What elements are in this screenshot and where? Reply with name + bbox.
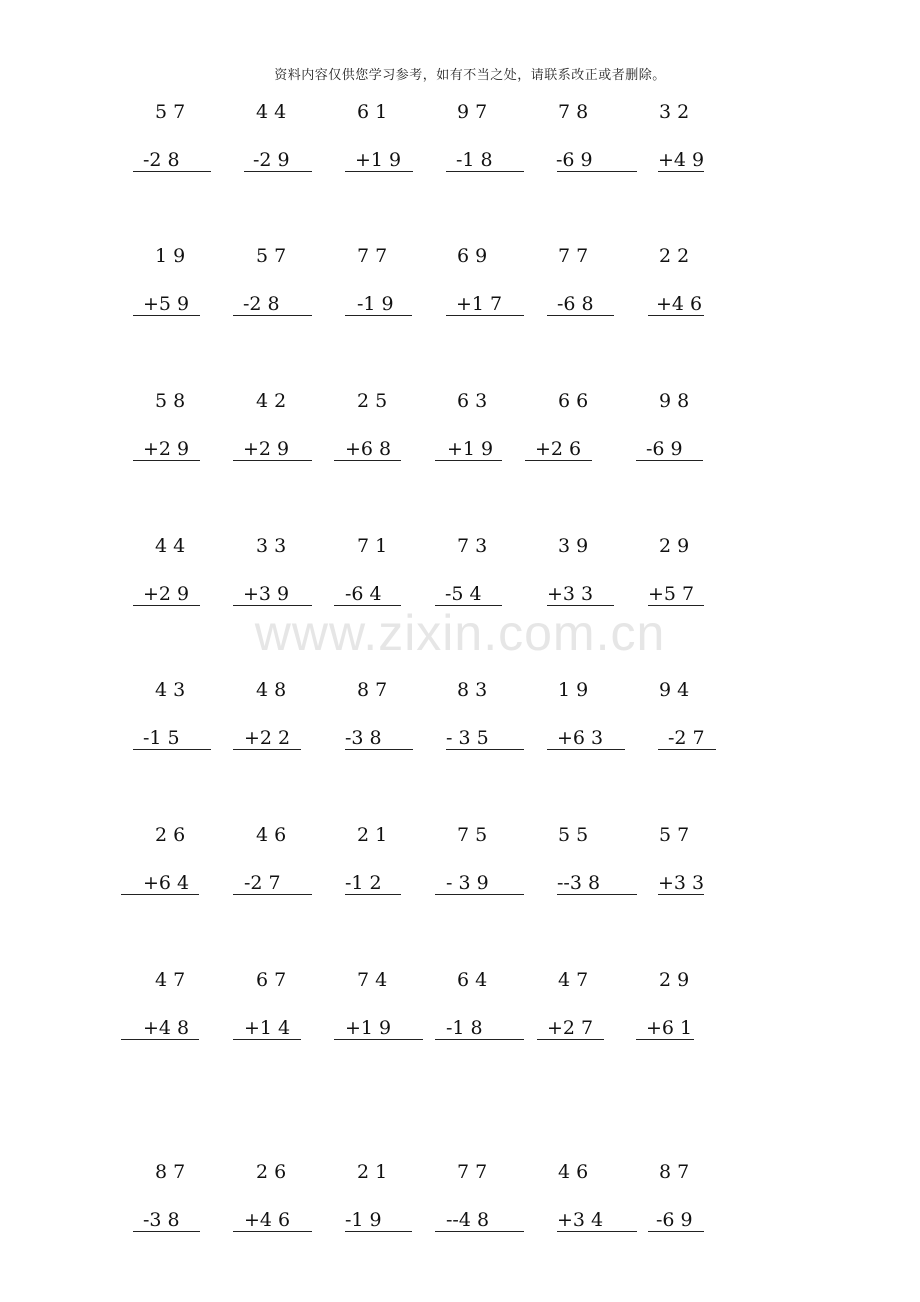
problem-operand: -6 9: [646, 438, 683, 460]
answer-line: [121, 894, 199, 895]
answer-line: [133, 749, 211, 750]
answer-line: [133, 460, 200, 461]
answer-line: [435, 460, 502, 461]
problem-top-number: 7 7: [457, 1161, 488, 1183]
problem-top-number: 2 2: [659, 245, 690, 267]
problem-operand: +4 6: [244, 1209, 291, 1231]
answer-line: [233, 749, 301, 750]
answer-line: [648, 1231, 704, 1232]
problem-top-number: 6 1: [357, 101, 388, 123]
problem-top-number: 5 5: [558, 824, 589, 846]
answer-line: [233, 1231, 312, 1232]
problem-top-number: 1 9: [155, 245, 186, 267]
answer-line: [648, 315, 704, 316]
answer-line: [334, 460, 401, 461]
problem-top-number: 7 7: [558, 245, 589, 267]
problem-top-number: 1 9: [558, 679, 589, 701]
problem-top-number: 2 5: [357, 390, 388, 412]
answer-line: [133, 1231, 200, 1232]
answer-line: [233, 605, 312, 606]
answer-line: [233, 315, 312, 316]
problem-operand: +1 9: [355, 149, 402, 171]
problem-operand: +2 9: [243, 438, 290, 460]
problem-top-number: 2 1: [357, 1161, 388, 1183]
answer-line: [334, 605, 401, 606]
problem-operand: +1 4: [244, 1017, 291, 1039]
problem-operand: +4 6: [656, 293, 703, 315]
problem-operand: -2 8: [243, 293, 280, 315]
answer-line: [537, 1039, 604, 1040]
answer-line: [435, 605, 502, 606]
answer-line: [345, 171, 413, 172]
answer-line: [435, 1231, 524, 1232]
problem-top-number: 6 6: [558, 390, 589, 412]
answer-line: [648, 605, 704, 606]
problem-top-number: 4 6: [256, 824, 287, 846]
problem-operand: -2 8: [143, 149, 180, 171]
answer-line: [345, 1231, 412, 1232]
problem-top-number: 2 9: [659, 969, 690, 991]
answer-line: [446, 749, 524, 750]
problem-operand: -6 8: [557, 293, 594, 315]
answer-line: [133, 605, 200, 606]
problem-operand: +6 8: [345, 438, 392, 460]
problem-top-number: 7 1: [357, 535, 388, 557]
problem-top-number: 8 7: [357, 679, 388, 701]
problem-operand: -1 9: [357, 293, 394, 315]
problem-operand: +6 4: [143, 872, 190, 894]
answer-line: [133, 315, 200, 316]
problem-operand: +2 7: [547, 1017, 594, 1039]
problem-operand: +5 7: [648, 583, 695, 605]
answer-line: [557, 894, 637, 895]
answer-line: [446, 315, 524, 316]
answer-line: [233, 460, 312, 461]
problem-operand: --4 8: [446, 1209, 490, 1231]
problem-top-number: 2 6: [256, 1161, 287, 1183]
problem-operand: +2 9: [143, 583, 190, 605]
problem-operand: +2 6: [535, 438, 582, 460]
problem-operand: +1 9: [345, 1017, 392, 1039]
answer-line: [345, 894, 401, 895]
problem-top-number: 7 7: [357, 245, 388, 267]
problem-operand: +2 9: [143, 438, 190, 460]
answer-line: [547, 749, 625, 750]
problem-operand: -2 7: [244, 872, 281, 894]
problem-top-number: 3 3: [256, 535, 287, 557]
problem-operand: -1 8: [456, 149, 493, 171]
answer-line: [244, 171, 312, 172]
problem-operand: +2 2: [244, 727, 291, 749]
answer-line: [636, 460, 703, 461]
problem-top-number: 5 7: [659, 824, 690, 846]
answer-line: [658, 171, 704, 172]
problem-operand: +3 3: [547, 583, 594, 605]
problem-operand: -2 9: [253, 149, 290, 171]
answer-line: [334, 1039, 423, 1040]
answer-line: [658, 894, 704, 895]
problem-operand: - 3 5: [446, 727, 489, 749]
problem-top-number: 9 4: [659, 679, 690, 701]
problem-top-number: 6 3: [457, 390, 488, 412]
problem-top-number: 8 7: [155, 1161, 186, 1183]
problem-operand: -1 9: [345, 1209, 382, 1231]
problem-top-number: 9 7: [457, 101, 488, 123]
problem-top-number: 7 4: [357, 969, 388, 991]
problem-operand: +6 3: [557, 727, 604, 749]
problem-top-number: 2 1: [357, 824, 388, 846]
problem-operand: -3 8: [345, 727, 382, 749]
problem-top-number: 9 8: [659, 390, 690, 412]
answer-line: [345, 749, 413, 750]
problem-top-number: 4 6: [558, 1161, 589, 1183]
problem-operand: +6 1: [646, 1017, 693, 1039]
answer-line: [121, 1039, 199, 1040]
answer-line: [547, 605, 614, 606]
problem-operand: -1 5: [143, 727, 180, 749]
problem-top-number: 4 7: [558, 969, 589, 991]
problem-top-number: 2 9: [659, 535, 690, 557]
answer-line: [547, 315, 614, 316]
answer-line: [525, 460, 592, 461]
problem-operand: +1 9: [447, 438, 494, 460]
problem-operand: +4 8: [143, 1017, 190, 1039]
problem-top-number: 3 9: [558, 535, 589, 557]
problem-operand: +3 4: [557, 1209, 604, 1231]
answer-line: [557, 1231, 637, 1232]
problem-operand: -5 4: [445, 583, 482, 605]
answer-line: [658, 749, 716, 750]
problem-top-number: 5 7: [256, 245, 287, 267]
answer-line: [435, 1039, 524, 1040]
problem-top-number: 8 7: [659, 1161, 690, 1183]
answer-line: [233, 894, 312, 895]
problem-top-number: 4 4: [155, 535, 186, 557]
problem-top-number: 8 3: [457, 679, 488, 701]
answer-line: [446, 171, 524, 172]
answer-line: [345, 315, 412, 316]
problem-operand: -6 9: [556, 149, 593, 171]
problem-top-number: 5 7: [155, 101, 186, 123]
problem-operand: -1 2: [345, 872, 382, 894]
problem-operand: +1 7: [456, 293, 503, 315]
problem-operand: -1 8: [446, 1017, 483, 1039]
problem-top-number: 7 8: [558, 101, 589, 123]
answer-line: [557, 171, 637, 172]
problem-operand: --3 8: [557, 872, 601, 894]
watermark: www.zixin.com.cn: [254, 605, 666, 661]
answer-line: [233, 1039, 301, 1040]
problem-top-number: 4 8: [256, 679, 287, 701]
problem-top-number: 7 5: [457, 824, 488, 846]
problem-operand: -6 9: [656, 1209, 693, 1231]
problem-operand: +5 9: [143, 293, 190, 315]
problem-operand: -6 4: [345, 583, 382, 605]
answer-line: [133, 171, 211, 172]
problem-top-number: 2 6: [155, 824, 186, 846]
answer-line: [636, 1039, 694, 1040]
problem-operand: +3 3: [658, 872, 705, 894]
problem-top-number: 3 2: [659, 101, 690, 123]
problem-top-number: 4 4: [256, 101, 287, 123]
problem-operand: -2 7: [668, 727, 705, 749]
page-header-note: 资料内容仅供您学习参考，如有不当之处，请联系改正或者删除。: [274, 68, 666, 83]
problem-top-number: 5 8: [155, 390, 186, 412]
problem-top-number: 6 9: [457, 245, 488, 267]
problem-top-number: 7 3: [457, 535, 488, 557]
problem-top-number: 4 2: [256, 390, 287, 412]
problem-top-number: 4 3: [155, 679, 186, 701]
problem-operand: +3 9: [243, 583, 290, 605]
problem-top-number: 6 7: [256, 969, 287, 991]
problem-top-number: 6 4: [457, 969, 488, 991]
problem-operand: - 3 9: [446, 872, 489, 894]
problem-operand: -3 8: [143, 1209, 180, 1231]
problem-operand: +4 9: [658, 149, 705, 171]
problem-top-number: 4 7: [155, 969, 186, 991]
answer-line: [435, 894, 524, 895]
